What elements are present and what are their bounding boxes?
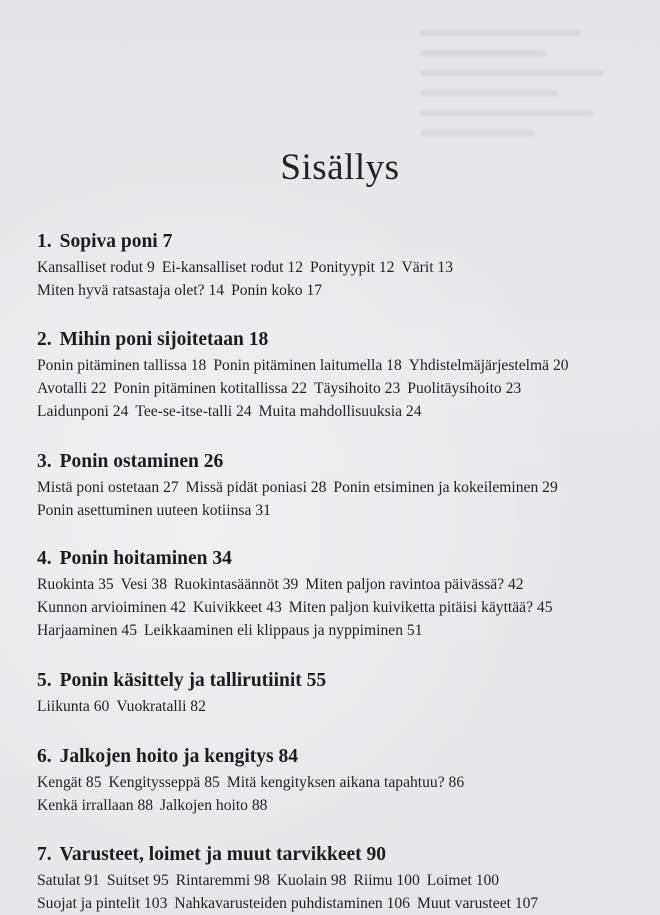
toc-entry: Mitä kengityksen aikana tapahtuu? 86 <box>226 774 465 791</box>
subentry-line <box>37 499 649 522</box>
chapter-title: Ponin ostaminen 26 <box>59 451 224 472</box>
toc-entry: Ruokinta 35 <box>37 576 114 593</box>
toc-entry: Miten hyvä ratsastaja olet? 14 <box>37 282 225 299</box>
chapter-section <box>37 228 649 302</box>
toc-entry: Ponin pitäminen tallissa 18 <box>37 357 207 374</box>
chapter-heading <box>37 448 649 476</box>
subentry-line <box>37 377 649 400</box>
toc-entry: Satulat 91 <box>37 872 100 889</box>
toc-entry: Suojat ja pintelit 103 <box>37 895 168 912</box>
chapter-title: Sopiva poni 7 <box>59 231 173 252</box>
toc-entry: Kansalliset rodut 9 <box>37 259 155 276</box>
chapter-heading <box>37 228 649 256</box>
toc-entry: Tee-se-itse-talli 24 <box>135 403 252 420</box>
chapter-section <box>37 326 649 423</box>
toc-entry: Nahkavarusteiden puhdistaminen 106 <box>174 895 410 912</box>
chapter-number: 7. <box>37 844 52 865</box>
toc-entry: Värit 13 <box>401 259 454 276</box>
toc-entry: Suitset 95 <box>106 872 169 889</box>
show-through-text <box>420 30 650 230</box>
toc-entry: Harjaaminen 45 <box>37 622 138 639</box>
toc-entry: Ei-kansalliset rodut 12 <box>161 259 303 276</box>
toc-entry: Kunnon arvioiminen 42 <box>37 599 186 616</box>
toc-entry: Ponin etsiminen ja kokeileminen 29 <box>333 479 558 496</box>
toc-entry: Kengitysseppä 85 <box>108 774 220 791</box>
toc-entry: Riimu 100 <box>353 872 420 889</box>
toc-entry: Ponityypit 12 <box>310 259 395 276</box>
chapter-number: 6. <box>37 746 52 767</box>
toc-entry: Liikunta 60 <box>37 698 110 715</box>
toc-entry: Jalkojen hoito 88 <box>160 797 268 814</box>
chapter-section <box>37 448 649 522</box>
chapter-title: Mihin poni sijoitetaan 18 <box>59 329 269 350</box>
chapter-section <box>37 743 649 817</box>
chapter-section <box>37 667 649 718</box>
toc-entry: Vuokratalli 82 <box>116 698 206 715</box>
subentry-line <box>37 573 649 596</box>
subentry-line <box>37 869 649 892</box>
toc-entry: Muut varusteet 107 <box>416 895 539 912</box>
subentry-line <box>37 695 649 718</box>
page-title: Sisällys <box>280 147 400 188</box>
toc-entry: Ponin pitäminen kotitallissa 22 <box>113 380 308 397</box>
toc-entry: Ponin asettuminen uuteen kotiinsa 31 <box>37 502 271 519</box>
toc-entry: Rintaremmi 98 <box>175 872 270 889</box>
toc-entry: Mistä poni ostetaan 27 <box>37 479 179 496</box>
subentry-line <box>37 400 649 423</box>
toc-entry: Kengät 85 <box>37 774 102 791</box>
subentry-line <box>37 892 649 915</box>
table-of-contents <box>37 228 649 915</box>
toc-entry: Muita mahdollisuuksia 24 <box>258 403 422 420</box>
chapter-number: 3. <box>37 451 52 472</box>
chapter-title: Varusteet, loimet ja muut tarvikkeet 90 <box>59 844 387 865</box>
toc-entry: Miten paljon kuiviketta pitäisi käyttää? 45 <box>288 599 553 616</box>
chapter-number: 5. <box>37 670 52 691</box>
chapter-heading <box>37 743 649 771</box>
subentry-line <box>37 771 649 794</box>
subentry-line <box>37 794 649 817</box>
toc-entry: Ponin pitäminen laitumella 18 <box>213 357 402 374</box>
chapter-heading <box>37 326 649 354</box>
chapter-title: Jalkojen hoito ja kengitys 84 <box>59 746 298 767</box>
subentry-line <box>37 354 649 377</box>
chapter-number: 1. <box>37 231 52 252</box>
toc-entry: Kuolain 98 <box>276 872 347 889</box>
toc-entry: Miten paljon ravintoa päivässä? 42 <box>305 576 524 593</box>
chapter-title: Ponin hoitaminen 34 <box>59 548 232 569</box>
toc-entry: Vesi 38 <box>120 576 168 593</box>
toc-entry: Avotalli 22 <box>37 380 107 397</box>
toc-entry: Laidunponi 24 <box>37 403 129 420</box>
chapter-heading <box>37 545 649 573</box>
chapter-number: 2. <box>37 329 52 350</box>
subentry-line <box>37 476 649 499</box>
subentry-line <box>37 619 649 642</box>
toc-entry: Puolitäysihoito 23 <box>407 380 522 397</box>
subentry-line <box>37 279 649 302</box>
subentry-line <box>37 596 649 619</box>
toc-entry: Kuivikkeet 43 <box>193 599 282 616</box>
toc-entry: Ponin koko 17 <box>231 282 323 299</box>
toc-entry: Loimet 100 <box>426 872 500 889</box>
toc-entry: Kenkä irrallaan 88 <box>37 797 154 814</box>
chapter-section <box>37 841 649 915</box>
toc-entry: Missä pidät poniasi 28 <box>185 479 327 496</box>
chapter-section <box>37 545 649 642</box>
chapter-number: 4. <box>37 548 52 569</box>
toc-entry: Yhdistelmäjärjestelmä 20 <box>408 357 569 374</box>
toc-entry: Ruokintasäännöt 39 <box>174 576 299 593</box>
subentry-line <box>37 256 649 279</box>
chapter-heading <box>37 667 649 695</box>
toc-entry: Täysihoito 23 <box>314 380 401 397</box>
chapter-heading <box>37 841 649 869</box>
chapter-title: Ponin käsittely ja tallirutiinit 55 <box>59 670 327 691</box>
toc-entry: Leikkaaminen eli klippaus ja nyppiminen 51 <box>144 622 423 639</box>
